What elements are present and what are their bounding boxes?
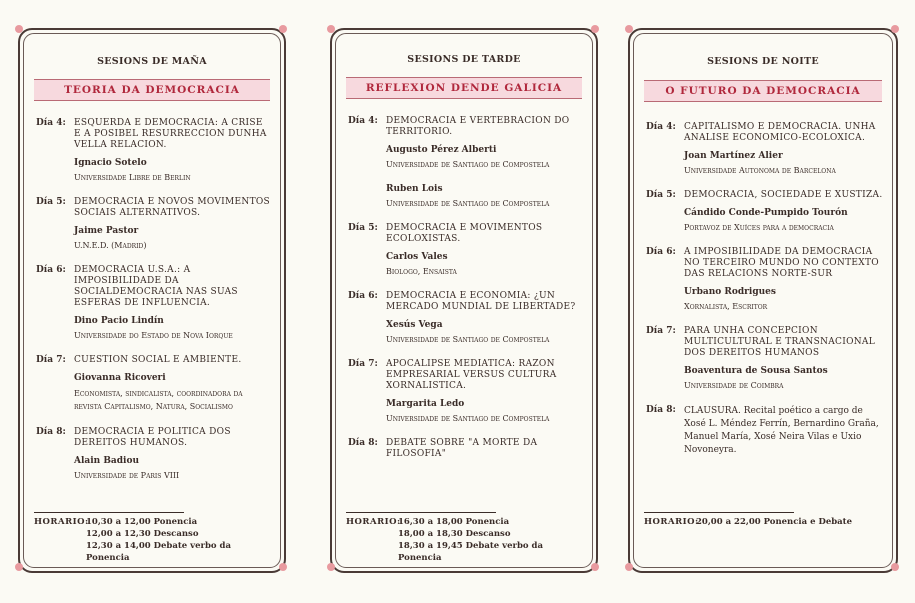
speaker-name: Augusto Pérez Alberti bbox=[386, 145, 497, 155]
entry-day-7 bbox=[348, 359, 584, 424]
schedule-rule bbox=[346, 512, 496, 513]
day-label: Día 8: bbox=[36, 427, 66, 437]
schedule-label: HORARIO: bbox=[644, 517, 699, 527]
schedule-line: 10,30 a 12,00 Ponencia bbox=[86, 517, 198, 527]
corner-dot bbox=[327, 563, 335, 571]
entry-day-6 bbox=[646, 247, 884, 312]
schedule bbox=[34, 512, 274, 564]
speaker-name: Giovanna Ricoveri bbox=[74, 373, 166, 383]
corner-dot bbox=[15, 563, 23, 571]
speaker-affiliation: Universidade de Paris VIII bbox=[74, 471, 180, 480]
corner-dot bbox=[279, 563, 287, 571]
day-label: Día 4: bbox=[646, 122, 676, 132]
entry-day-8 bbox=[36, 427, 272, 481]
entry-day-4 bbox=[348, 116, 584, 209]
entry-day-6 bbox=[348, 291, 584, 345]
day-label: Día 5: bbox=[646, 190, 676, 200]
schedule bbox=[346, 512, 586, 564]
corner-dot bbox=[327, 25, 335, 33]
session-title: SESIONS DE MAÑA bbox=[97, 56, 207, 67]
speaker-affiliation: U.N.E.D. (Madrid) bbox=[74, 241, 147, 250]
day-label: Día 4: bbox=[348, 116, 378, 126]
entry-day-5 bbox=[348, 223, 584, 277]
speaker-name: Boaventura de Sousa Santos bbox=[684, 366, 828, 376]
corner-dot bbox=[625, 563, 633, 571]
day-label: Día 7: bbox=[348, 359, 378, 369]
schedule-rule bbox=[644, 512, 794, 513]
speaker-affiliation: Xornalista, Escritor bbox=[684, 302, 768, 311]
day-label: Día 7: bbox=[36, 355, 66, 365]
schedule-line: 18,00 a 18,30 Descanso bbox=[398, 529, 511, 539]
entry-day-7 bbox=[646, 326, 884, 391]
panel-afternoon bbox=[330, 28, 598, 573]
schedule-line: 20,00 a 22,00 Ponencia e Debate bbox=[696, 517, 853, 527]
schedule bbox=[644, 512, 886, 528]
topic: DEMOCRACIA E VERTEBRACION DO TERRITORIO. bbox=[386, 116, 570, 137]
topic: CUESTION SOCIAL E AMBIENTE. bbox=[74, 355, 242, 365]
topic: DEMOCRACIA E ECONOMIA: ¿UN MERCADO MUNDIAL DE LIBERTADE? bbox=[386, 291, 576, 312]
entry-day-8 bbox=[348, 438, 584, 460]
topic: DEMOCRACIA, SOCIEDADE E XUSTIZA. bbox=[684, 190, 883, 200]
speaker-name: Margarita Ledo bbox=[386, 399, 465, 409]
session-title: SESIONS DE NOITE bbox=[707, 56, 819, 67]
corner-dot bbox=[891, 563, 899, 571]
schedule-label: HORARIO: bbox=[346, 517, 401, 527]
entries-list bbox=[36, 118, 272, 481]
entries-list bbox=[646, 122, 884, 457]
speaker-affiliation: Universidade de Santiago de Compostela bbox=[386, 160, 550, 169]
panel-morning bbox=[18, 28, 286, 573]
schedule-line: 12,00 a 12,30 Descanso bbox=[86, 529, 199, 539]
corner-dot bbox=[891, 25, 899, 33]
speaker-name: Xesús Vega bbox=[386, 320, 443, 330]
speaker-name: Ruben Lois bbox=[386, 184, 443, 194]
panel-night bbox=[628, 28, 898, 573]
entry-day-6 bbox=[36, 265, 272, 341]
speaker-affiliation: Universidade Libre de Berlin bbox=[74, 173, 191, 182]
schedule-line: 16,30 a 18,00 Ponencia bbox=[398, 517, 510, 527]
speaker-affiliation: Universidade de Coimbra bbox=[684, 381, 784, 390]
day-label: Día 6: bbox=[36, 265, 66, 275]
corner-dot bbox=[625, 25, 633, 33]
entry-day-8 bbox=[646, 405, 884, 457]
topic: APOCALIPSE MEDIATICA: RAZON EMPRESARIAL VERSUS CULTURA XORNALISTICA. bbox=[386, 359, 557, 391]
topic: CAPITALISMO E DEMOCRACIA. UNHA ANALISE ECONOMICO-ECOLOXICA. bbox=[684, 122, 876, 143]
speaker-name: Alain Badiou bbox=[74, 456, 140, 466]
corner-dot bbox=[591, 25, 599, 33]
speaker-affiliation: Portavoz de Xuíces para a democracia bbox=[684, 223, 834, 232]
schedule-line: 18,30 a 19,45 Debate verbo da Ponencia bbox=[398, 541, 543, 563]
entry-day-4 bbox=[36, 118, 272, 183]
day-label: Día 8: bbox=[348, 438, 378, 448]
entry-day-7 bbox=[36, 355, 272, 413]
topic: DEMOCRACIA E MOVIMENTOS ECOLOXISTAS. bbox=[386, 223, 543, 244]
topic: DEMOCRACIA E NOVOS MOVIMENTOS SOCIAIS ALTERNATIVOS. bbox=[74, 197, 271, 218]
speaker-affiliation: Biologo, Ensaista bbox=[386, 267, 457, 276]
topic: PARA UNHA CONCEPCION MULTICULTURAL E TRANSNACIONAL DOS DEREITOS HUMANOS bbox=[684, 326, 876, 358]
entries-list bbox=[348, 116, 584, 460]
theme-banner: TEORIA DA DEMOCRACIA bbox=[34, 79, 270, 101]
speaker-affiliation: Universidade de Santiago de Compostela bbox=[386, 199, 550, 208]
entry-day-5 bbox=[36, 197, 272, 251]
speaker-name: Jaime Pastor bbox=[74, 226, 139, 236]
speaker-affiliation: Economista, sindicalista, coordinadora da revista Capitalismo, Natura, Socialismo bbox=[74, 389, 243, 411]
closing-text: CLAUSURA. Recital poético a cargo de Xosé L. Méndez Ferrín, Bernardino Graña, Manuel María, Xosé Neira Vilas e Uxio Novoneyra. bbox=[684, 406, 879, 455]
topic: DEMOCRACIA E POLITICA DOS DEREITOS HUMANOS. bbox=[74, 427, 231, 448]
theme-banner: REFLEXION DENDE GALICIA bbox=[346, 77, 582, 99]
day-label: Día 7: bbox=[646, 326, 676, 336]
theme-banner: O FUTURO DA DEMOCRACIA bbox=[644, 80, 882, 102]
day-label: Día 6: bbox=[348, 291, 378, 301]
day-label: Día 5: bbox=[348, 223, 378, 233]
topic: DEBATE SOBRE "A MORTE DA FILOSOFIA" bbox=[386, 438, 538, 459]
topic: DEMOCRACIA U.S.A.: A IMPOSIBILIDADE DA SOCIALDEMOCRACIA NAS SUAS ESFERAS DE INFLUENCIA. bbox=[74, 265, 238, 308]
speaker-affiliation: Universidade do Estado de Nova Iorque bbox=[74, 331, 233, 340]
schedule-label: HORARIO: bbox=[34, 517, 89, 527]
speaker-affiliation: Universidade Autonoma de Barcelona bbox=[684, 166, 836, 175]
speaker-affiliation: Universidade de Santiago de Compostela bbox=[386, 335, 550, 344]
day-label: Día 8: bbox=[646, 405, 676, 415]
speaker-name: Urbano Rodrigues bbox=[684, 287, 776, 297]
day-label: Día 5: bbox=[36, 197, 66, 207]
speaker-name: Carlos Vales bbox=[386, 252, 448, 262]
topic: A IMPOSIBILIDADE DA DEMOCRACIA NO TERCEIRO MUNDO NO CONTEXTO DAS RELACIONS NORTE-SUR bbox=[684, 247, 879, 279]
speaker-name: Joan Martínez Alier bbox=[684, 151, 783, 161]
session-title: SESIONS DE TARDE bbox=[407, 54, 521, 65]
entry-day-4 bbox=[646, 122, 884, 176]
topic: ESQUERDA E DEMOCRACIA: A CRISE E A POSIBEL RESURRECCION DUNHA VELLA RELACION. bbox=[74, 118, 267, 150]
speaker-name: Dino Pacio Lindín bbox=[74, 316, 164, 326]
speaker-name: Ignacio Sotelo bbox=[74, 158, 147, 168]
day-label: Día 4: bbox=[36, 118, 66, 128]
speaker-affiliation: Universidade de Santiago de Compostela bbox=[386, 414, 550, 423]
entry-day-5 bbox=[646, 190, 884, 233]
speaker-name: Cándido Conde-Pumpido Tourón bbox=[684, 208, 848, 218]
schedule-rule bbox=[34, 512, 184, 513]
schedule-line: 12,30 a 14,00 Debate verbo da Ponencia bbox=[86, 541, 231, 563]
day-label: Día 6: bbox=[646, 247, 676, 257]
corner-dot bbox=[279, 25, 287, 33]
corner-dot bbox=[591, 563, 599, 571]
corner-dot bbox=[15, 25, 23, 33]
